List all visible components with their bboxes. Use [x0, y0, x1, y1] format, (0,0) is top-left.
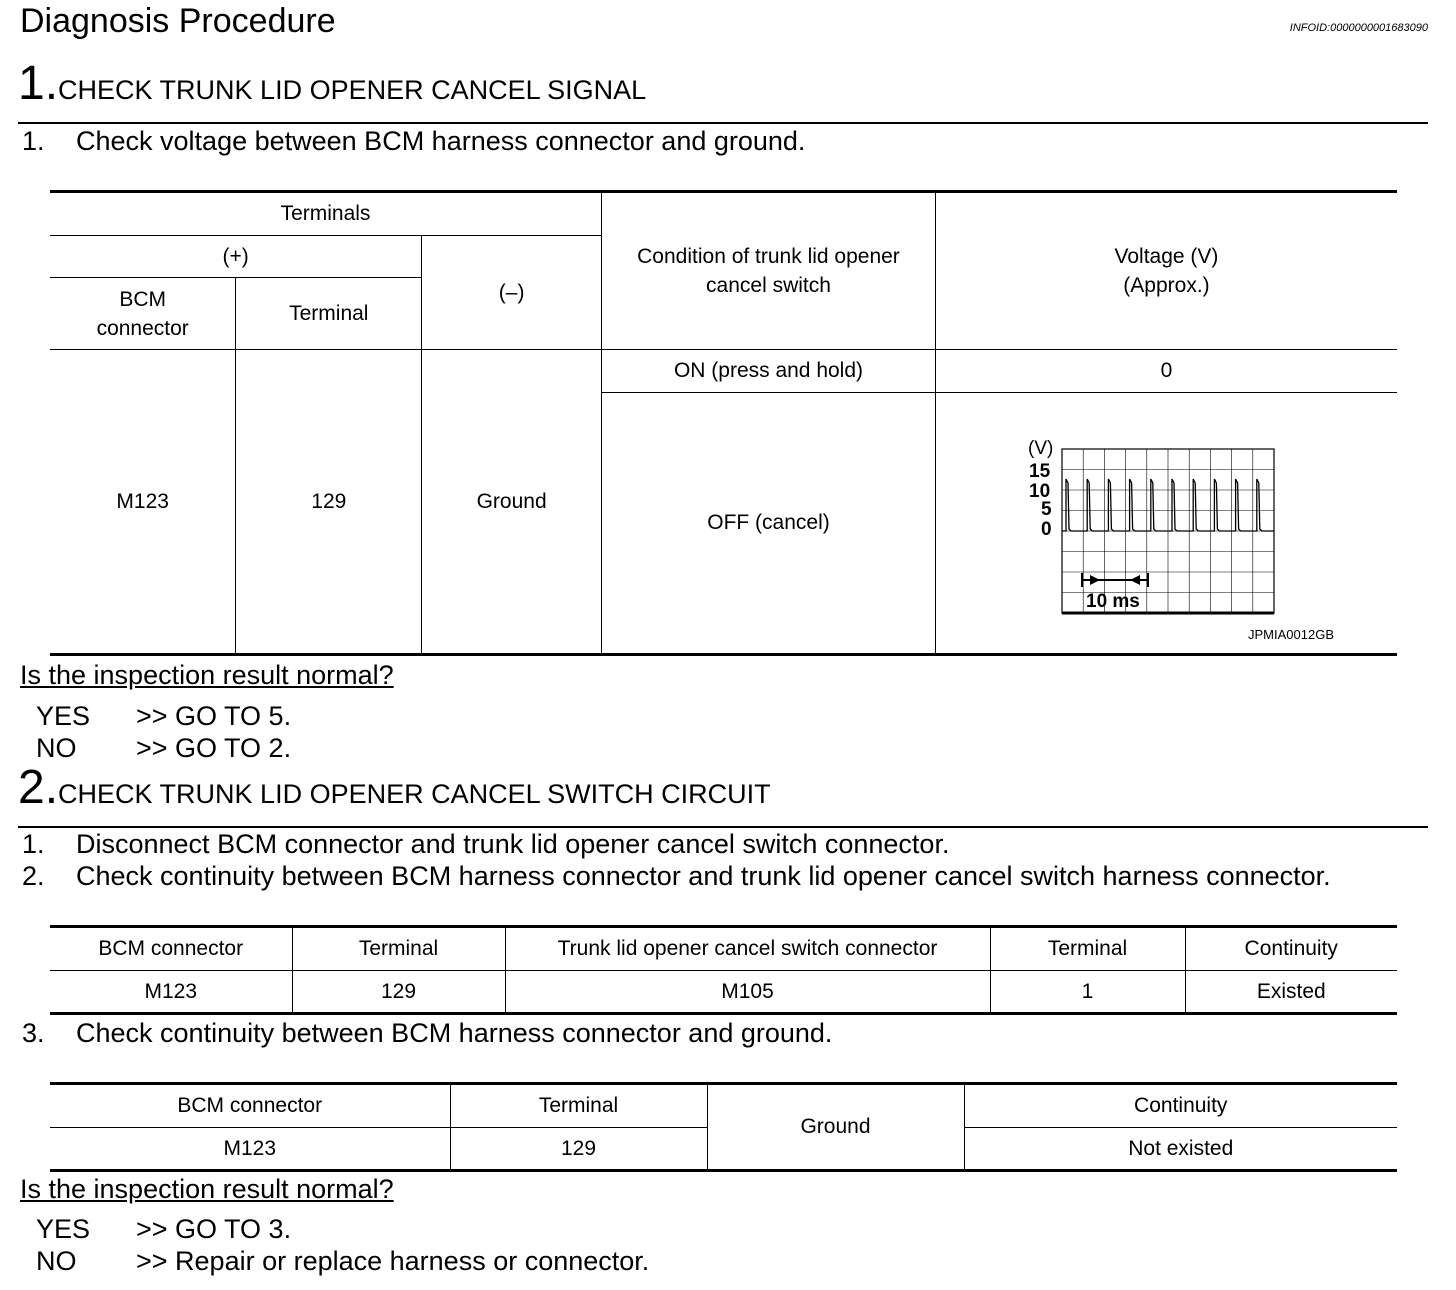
header-voltage: [935, 192, 1397, 350]
instruction-number: 3.: [22, 1018, 45, 1048]
cell-terminal: 129: [236, 350, 422, 655]
instruction-text: Check voltage between BCM harness connector and ground.: [76, 126, 806, 156]
instruction-text: Check continuity between BCM harness connector and ground.: [76, 1018, 833, 1048]
step-title: CHECK TRUNK LID OPENER CANCEL SWITCH CIRCUIT: [58, 779, 771, 809]
header-bcm-connector: BCM connector: [50, 1084, 450, 1128]
cell-off-condition: OFF (cancel): [602, 393, 936, 655]
instruction-number: 1.: [22, 829, 45, 859]
instruction: [22, 1018, 832, 1049]
table-cell: 1: [990, 971, 1185, 1014]
table-cell: M105: [505, 971, 990, 1014]
answer-value: >> Repair or replace harness or connector.: [136, 1246, 650, 1276]
header-cell: BCM connector: [50, 927, 292, 971]
waveform-unit-label: (V): [1027, 438, 1054, 459]
instruction-number: 2.: [22, 861, 45, 891]
cell-ground: Ground: [707, 1084, 964, 1171]
instruction-text: Check continuity between BCM harness connector and trunk lid opener cancel switch harness connector.: [76, 861, 1331, 891]
header-terminal: Terminal: [236, 278, 422, 350]
answer-key: NO: [36, 733, 77, 763]
y-tick-label: 15: [1028, 461, 1051, 482]
instruction-number: 1.: [22, 126, 45, 156]
continuity-table-ground: [50, 1082, 1397, 1172]
inspection-question: Is the inspection result normal?: [20, 660, 394, 690]
answer-key: NO: [36, 1246, 77, 1276]
answer-yes: [36, 701, 291, 732]
cell-bcm-connector: M123: [50, 1128, 450, 1171]
header-voltage-text: Voltage (V) (Approx.): [1114, 245, 1219, 297]
header-continuity: Continuity: [964, 1084, 1397, 1128]
step-2-heading: [18, 760, 771, 815]
table-cell: 129: [292, 971, 505, 1014]
y-tick-label: 10: [1028, 481, 1051, 502]
answer-yes: [36, 1214, 291, 1245]
divider: [18, 122, 1428, 124]
voltage-table: [50, 190, 1397, 656]
header-cell: Terminal: [990, 927, 1185, 971]
page-title: Diagnosis Procedure: [20, 2, 336, 40]
waveform-figure: [936, 393, 1397, 653]
cell-off-voltage: [935, 393, 1397, 655]
cell-continuity: Not existed: [964, 1128, 1397, 1171]
step-1-heading: [18, 56, 646, 111]
instruction: [22, 861, 1331, 892]
header-minus: (–): [422, 236, 602, 350]
cell-bcm-connector: M123: [50, 350, 236, 655]
header-condition: [602, 192, 936, 350]
header-terminals: Terminals: [50, 192, 602, 236]
inspection-question: Is the inspection result normal?: [20, 1174, 394, 1204]
answer-no: [36, 1246, 649, 1277]
header-cell: Trunk lid opener cancel switch connector: [505, 927, 990, 971]
answer-key: YES: [36, 1214, 91, 1244]
instruction: [22, 829, 949, 860]
step-number: 2.: [18, 761, 59, 814]
step-title: CHECK TRUNK LID OPENER CANCEL SIGNAL: [58, 75, 647, 105]
y-tick-label: 5: [1040, 499, 1052, 520]
header-cell: Terminal: [292, 927, 505, 971]
step-number: 1.: [18, 57, 59, 110]
header-terminal: Terminal: [450, 1084, 707, 1128]
answer-value: >> GO TO 5.: [136, 701, 292, 731]
time-scale-label: 10 ms: [1085, 591, 1140, 612]
figure-id: JPMIA0012GB: [1247, 627, 1334, 642]
header-bcm-connector-text: BCM connector: [96, 287, 189, 340]
answer-value: >> GO TO 3.: [136, 1214, 292, 1244]
y-tick-label: 0: [1040, 519, 1052, 540]
continuity-table-switch: [50, 925, 1397, 1015]
answer-key: YES: [36, 701, 91, 731]
info-id: INFOID:0000000001683090: [1289, 22, 1428, 34]
answer-value: >> GO TO 2.: [136, 733, 292, 763]
cell-on-condition: ON (press and hold): [602, 350, 936, 393]
instruction-text: Disconnect BCM connector and trunk lid opener cancel switch connector.: [76, 829, 950, 859]
cell-minus: Ground: [422, 350, 602, 655]
divider: [18, 826, 1428, 828]
header-bcm-connector: [50, 278, 236, 350]
time-scale-marker: [1082, 573, 1148, 587]
table-cell: Existed: [1185, 971, 1397, 1014]
header-condition-text: Condition of trunk lid opener cancel switch: [637, 245, 900, 297]
table-cell: M123: [50, 971, 292, 1014]
cell-terminal: 129: [450, 1128, 707, 1171]
cell-on-voltage: 0: [935, 350, 1397, 393]
instruction: [22, 126, 805, 157]
header-plus: (+): [50, 236, 422, 278]
header-cell: Continuity: [1185, 927, 1397, 971]
